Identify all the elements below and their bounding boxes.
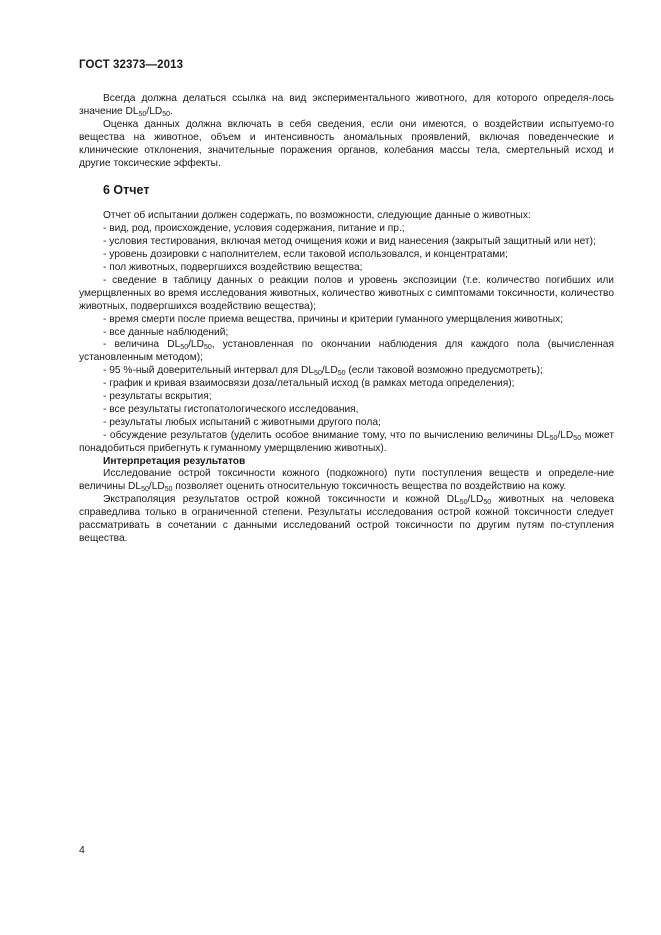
list-item <box>79 378 614 391</box>
text-segment: - уровень дозировки с наполнителем, если таковой использовался, и концентратами; <box>103 249 508 261</box>
text-segment: - все данные наблюдений; <box>103 326 229 338</box>
paragraph <box>79 93 614 119</box>
list-item <box>79 249 614 262</box>
list-item <box>79 262 614 275</box>
subscript: 50 <box>164 486 173 494</box>
subscript: 50 <box>138 110 147 118</box>
subscript: 50 <box>180 344 189 352</box>
text-segment: /LD <box>557 429 574 441</box>
interpretation-title: Интерпретация результатов <box>103 455 246 467</box>
text-segment: Экстраполяция результатов острой кожной токсичности и кожной DL <box>103 494 460 506</box>
list-item <box>79 365 614 378</box>
text-segment: - график и кривая взаимосвязи доза/летальный исход (в рамках метода определения); <box>103 378 515 390</box>
text-segment: позволяет оценить относительную токсичность вещества по воздействию на кожу. <box>172 481 567 493</box>
interpretation-paragraphs <box>79 468 614 545</box>
subscript: 50 <box>162 110 171 118</box>
list-item <box>79 275 614 314</box>
subscript: 50 <box>573 434 582 442</box>
subscript: 50 <box>483 499 492 507</box>
text-segment: - время смерти после приема вещества, причины и критерии гуманного умерщвления животных; <box>103 313 564 325</box>
report-items-list <box>79 223 614 455</box>
text-segment: - результаты вскрытия; <box>103 391 212 403</box>
text-segment: - величина DL <box>103 339 181 351</box>
text-segment: (если таковой возможно предусмотреть); <box>345 365 543 377</box>
text-segment: /LD <box>146 105 163 117</box>
list-item <box>79 314 614 327</box>
list-item <box>79 236 614 249</box>
list-item <box>79 430 614 456</box>
text-segment: Всегда должна делаться ссылка на вид экспериментального животного, для которого определя-лось значение DL <box>79 93 614 117</box>
subscript: 50 <box>549 434 558 442</box>
document-body <box>79 93 614 546</box>
text-segment: - сведение в таблицу данных о реакции полов и уровень экспозиции (т.е. количество погибших или умерщвленных во время исследования животных, количество животных с симптомами токсичности, количество животных, подвергшихся воздействию вещества); <box>79 274 614 312</box>
section-title: 6 Отчет <box>103 183 150 198</box>
list-item <box>79 327 614 340</box>
text-segment: . <box>170 105 173 117</box>
subscript: 50 <box>459 499 468 507</box>
text-segment: может понадобиться прибегнуть к гуманному умерщвлению животных). <box>79 429 614 454</box>
list-item <box>79 339 614 365</box>
subscript: 50 <box>337 370 346 378</box>
list-item <box>79 417 614 430</box>
text-segment: - условия тестирования, включая метод очищения кожи и вид нанесения (закрытый защитный или нет); <box>103 236 596 248</box>
text-segment: - результаты любых испытаний с животными другого пола; <box>103 416 381 428</box>
document-header: ГОСТ 32373—2013 <box>79 59 184 71</box>
text-segment: Оценка данных должна включать в себя сведения, если они имеются, о воздействии испытуемо-го вещества на животное, объем и интенсивность аномальных проявлений, включая поведенческие и клинические отклонения, значительные поражения органов, колебания массы тела, смертельный исход и другие токсические эффекты. <box>79 118 614 169</box>
text-segment: /LD <box>321 365 338 377</box>
paragraph <box>79 119 614 171</box>
text-segment: , установленная по окончании наблюдения для каждого пола (вычисленная установленным методом); <box>79 339 614 364</box>
text-segment: /LD <box>188 339 204 351</box>
list-item <box>79 223 614 236</box>
list-item <box>79 404 614 417</box>
text-segment: - 95 %-ный доверительный интервал для DL <box>103 365 315 377</box>
subscript: 50 <box>203 344 212 352</box>
paragraph <box>79 468 614 494</box>
text-segment: животных на человека справедлива только в ограниченной степени. Результаты исследования острой кожной токсичности следует рассматривать в сочетании с данными исследований острой токсичности по другим путям по-ступления вещества. <box>79 494 615 544</box>
text-segment: - обсуждение результатов (уделить особое внимание тому, что по вычислению величины DL <box>103 429 550 441</box>
text-segment: /LD <box>467 494 484 506</box>
list-item <box>79 391 614 404</box>
text-segment: Исследование острой токсичности кожного (подкожного) пути поступления веществ и определе-ние величины DL <box>79 468 614 493</box>
text-segment: - вид, род, происхождение, условия содержания, питание и пр.; <box>103 223 405 235</box>
text-segment: /LD <box>148 481 165 493</box>
page-number: 4 <box>79 844 85 856</box>
top-paragraphs <box>79 93 614 170</box>
subscript: 50 <box>141 486 149 494</box>
text-segment: - пол животных, подвергшихся воздействию вещества; <box>103 261 363 273</box>
subscript: 50 <box>314 370 322 378</box>
report-intro: Отчет об испытании должен содержать, по возможности, следующие данные о животных: <box>103 210 531 222</box>
paragraph <box>79 494 614 546</box>
text-segment: - все результаты гистопатологического исследования, <box>103 403 359 415</box>
